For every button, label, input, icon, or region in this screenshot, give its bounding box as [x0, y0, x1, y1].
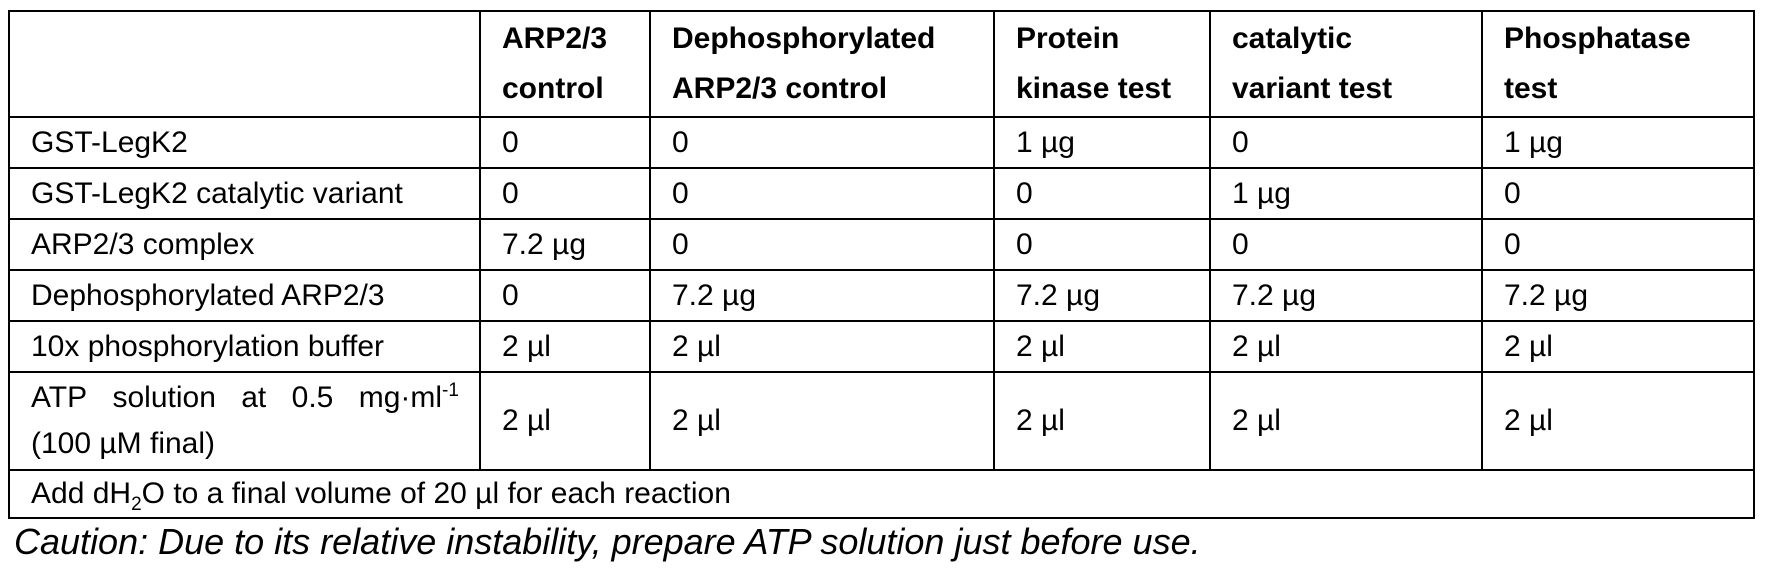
table-cell: 0 [1482, 168, 1754, 219]
header-protein-kinase-test [994, 11, 1210, 117]
table-cell: 1 µg [994, 117, 1210, 168]
table-cell: 0 [994, 219, 1210, 270]
atp-label-line2: (100 µM final) [31, 427, 216, 460]
atp-unit-text: mg·ml [358, 381, 443, 414]
table-cell: 0 [1210, 117, 1482, 168]
table-row [9, 372, 1754, 470]
row-label-gst-legk2-catalytic-variant: GST-LegK2 catalytic variant [9, 168, 480, 219]
footer-subscript: 2 [131, 494, 142, 515]
table-row [9, 321, 1754, 372]
header-label-line1: Protein [1016, 22, 1120, 55]
atp-word: ATP [31, 381, 88, 414]
footer-suffix: O to a final volume of 20 µl for each reaction [141, 477, 731, 510]
table-row [9, 117, 1754, 168]
header-label-line1: Dephosphorylated [672, 22, 936, 55]
table-cell: 7.2 µg [480, 219, 650, 270]
header-label-line2: control [502, 72, 604, 105]
header-corner-cell [9, 11, 480, 117]
table-cell: 2 µl [1210, 372, 1482, 470]
atp-label-block [31, 375, 479, 467]
table-cell: 2 µl [480, 372, 650, 470]
atp-word: at [241, 381, 267, 414]
row-label-dephosphorylated-arp23: Dephosphorylated ARP2/3 [9, 270, 480, 321]
protocol-document [8, 10, 1753, 565]
header-label-line1: Phosphatase [1504, 22, 1691, 55]
header-arp23-control [480, 11, 650, 117]
reaction-setup-table [8, 10, 1755, 519]
table-cell: 0 [650, 168, 994, 219]
table-cell: 0 [480, 270, 650, 321]
header-label-line2: kinase test [1016, 72, 1172, 105]
table-cell: 2 µl [480, 321, 650, 372]
table-cell: 7.2 µg [1482, 270, 1754, 321]
table-row [9, 219, 1754, 270]
table-cell: 2 µl [994, 321, 1210, 372]
table-cell: 0 [1482, 219, 1754, 270]
header-label-line2: variant test [1232, 72, 1393, 105]
row-label-atp-solution [9, 372, 480, 470]
table-cell: 2 µl [650, 321, 994, 372]
atp-label-line1 [31, 375, 459, 421]
header-catalytic-variant-test [1210, 11, 1482, 117]
caution-note: Caution: Due to its relative instability, prepare ATP solution just before use. [14, 521, 1201, 562]
atp-unit-superscript: -1 [442, 380, 459, 401]
atp-unit [359, 375, 459, 421]
table-cell: 7.2 µg [1210, 270, 1482, 321]
table-row [9, 270, 1754, 321]
atp-word: 0.5 [291, 381, 334, 414]
table-footer-row [9, 470, 1754, 518]
table-cell: 0 [480, 117, 650, 168]
atp-word: solution [112, 381, 216, 414]
footer-note [9, 470, 1754, 518]
table-cell: 2 µl [994, 372, 1210, 470]
table-cell: 2 µl [1482, 321, 1754, 372]
header-label-line2: test [1504, 72, 1558, 105]
header-label-line2: ARP2/3 control [672, 72, 888, 105]
table-cell: 1 µg [1482, 117, 1754, 168]
table-cell: 1 µg [1210, 168, 1482, 219]
table-cell: 0 [650, 219, 994, 270]
row-label-arp23-complex: ARP2/3 complex [9, 219, 480, 270]
table-cell: 0 [480, 168, 650, 219]
table-cell: 7.2 µg [994, 270, 1210, 321]
table-header-row [9, 11, 1754, 117]
table-cell: 2 µl [650, 372, 994, 470]
header-label-line1: catalytic [1232, 22, 1353, 55]
header-dephosphorylated-control [650, 11, 994, 117]
table-cell: 2 µl [1482, 372, 1754, 470]
row-label-phosphorylation-buffer: 10x phosphorylation buffer [9, 321, 480, 372]
row-label-gst-legk2: GST-LegK2 [9, 117, 480, 168]
footer-prefix: Add dH [31, 477, 132, 510]
table-cell: 0 [650, 117, 994, 168]
header-phosphatase-test [1482, 11, 1754, 117]
table-cell: 2 µl [1210, 321, 1482, 372]
table-row [9, 168, 1754, 219]
table-cell: 7.2 µg [650, 270, 994, 321]
table-cell: 0 [994, 168, 1210, 219]
table-cell: 0 [1210, 219, 1482, 270]
header-label-line1: ARP2/3 [502, 22, 608, 55]
